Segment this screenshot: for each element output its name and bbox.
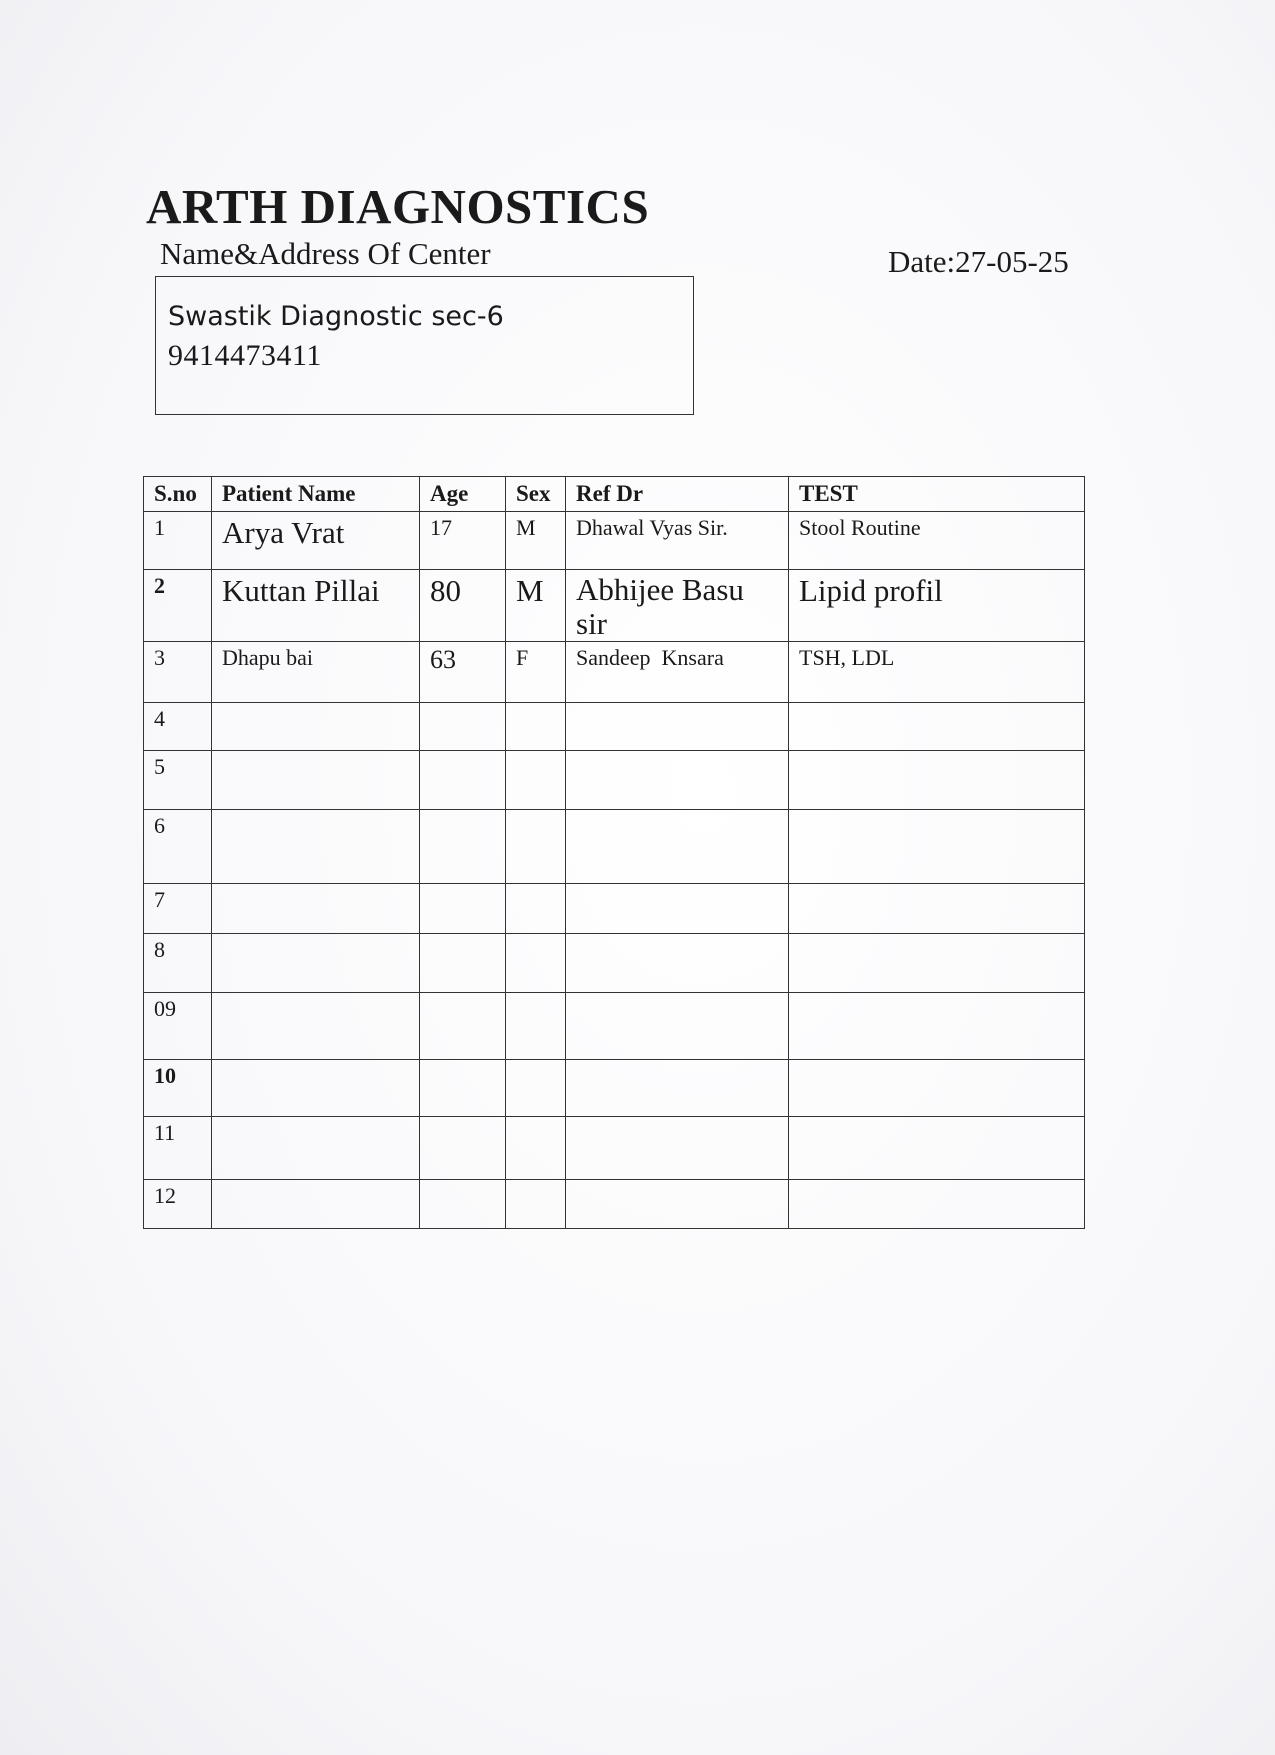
table-row xyxy=(144,934,1085,993)
document-date: Date:27-05-25 xyxy=(888,244,1069,279)
row-sex: M xyxy=(506,512,566,570)
table-row xyxy=(144,1060,1085,1117)
row-ref-dr xyxy=(566,1117,789,1180)
row-patient-name: Dhapu bai xyxy=(212,642,420,703)
table-row xyxy=(144,642,1085,703)
row-sno: 6 xyxy=(144,810,212,884)
row-sno: 1 xyxy=(144,512,212,570)
table-row xyxy=(144,1180,1085,1229)
row-patient-name xyxy=(212,1117,420,1180)
row-test xyxy=(789,1060,1085,1117)
row-sno: 10 xyxy=(144,1060,212,1117)
row-sex xyxy=(506,1117,566,1180)
table-row xyxy=(144,751,1085,810)
row-age xyxy=(420,751,506,810)
row-sex: F xyxy=(506,642,566,703)
column-header-test: TEST xyxy=(789,477,1085,512)
row-test: Lipid profil xyxy=(789,570,1085,642)
center-address-box xyxy=(155,276,694,415)
row-age: 80 xyxy=(420,570,506,642)
row-test xyxy=(789,751,1085,810)
row-test xyxy=(789,703,1085,751)
row-patient-name xyxy=(212,703,420,751)
document-title: ARTH DIAGNOSTICS xyxy=(146,179,650,234)
row-test xyxy=(789,934,1085,993)
row-patient-name xyxy=(212,751,420,810)
table-row xyxy=(144,570,1085,642)
row-patient-name xyxy=(212,934,420,993)
row-ref-dr xyxy=(566,993,789,1060)
row-ref-dr xyxy=(566,1060,789,1117)
row-ref-dr xyxy=(566,810,789,884)
row-sno: 3 xyxy=(144,642,212,703)
column-header-sno: S.no xyxy=(144,477,212,512)
table-row xyxy=(144,810,1085,884)
table-header-row xyxy=(144,477,1085,512)
column-header-ref-dr: Ref Dr xyxy=(566,477,789,512)
row-age: 17 xyxy=(420,512,506,570)
row-sex xyxy=(506,1180,566,1229)
row-sex xyxy=(506,751,566,810)
patient-register-table xyxy=(143,476,1085,1229)
row-sno: 5 xyxy=(144,751,212,810)
row-test xyxy=(789,993,1085,1060)
row-patient-name xyxy=(212,993,420,1060)
row-age xyxy=(420,810,506,884)
row-patient-name: Arya Vrat xyxy=(212,512,420,570)
table-row xyxy=(144,703,1085,751)
center-phone: 9414473411 xyxy=(168,339,322,372)
row-sno: 7 xyxy=(144,884,212,934)
row-test xyxy=(789,1117,1085,1180)
row-sex xyxy=(506,934,566,993)
row-sex xyxy=(506,884,566,934)
row-ref-dr: Dhawal Vyas Sir. xyxy=(566,512,789,570)
row-ref-dr xyxy=(566,1180,789,1229)
table-row xyxy=(144,1117,1085,1180)
row-ref-dr: Sandeep Knsara xyxy=(566,642,789,703)
row-patient-name: Kuttan Pillai xyxy=(212,570,420,642)
center-name: Swastik Diagnostic sec-6 xyxy=(168,301,504,332)
row-age xyxy=(420,1060,506,1117)
row-patient-name xyxy=(212,810,420,884)
row-sex xyxy=(506,993,566,1060)
row-sno: 2 xyxy=(144,570,212,642)
row-age xyxy=(420,1180,506,1229)
row-test xyxy=(789,884,1085,934)
row-age xyxy=(420,703,506,751)
row-ref-dr xyxy=(566,751,789,810)
row-age xyxy=(420,993,506,1060)
row-test: Stool Routine xyxy=(789,512,1085,570)
row-sno: 09 xyxy=(144,993,212,1060)
row-ref-dr xyxy=(566,884,789,934)
row-test xyxy=(789,810,1085,884)
row-test xyxy=(789,1180,1085,1229)
row-sex xyxy=(506,810,566,884)
row-patient-name xyxy=(212,1180,420,1229)
row-sno: 12 xyxy=(144,1180,212,1229)
column-header-age: Age xyxy=(420,477,506,512)
center-label: Name&Address Of Center xyxy=(160,236,491,271)
row-age xyxy=(420,934,506,993)
row-sex xyxy=(506,1060,566,1117)
row-sno: 11 xyxy=(144,1117,212,1180)
table-row xyxy=(144,512,1085,570)
column-header-patient-name: Patient Name xyxy=(212,477,420,512)
row-age xyxy=(420,1117,506,1180)
row-sex: M xyxy=(506,570,566,642)
row-age xyxy=(420,884,506,934)
row-test: TSH, LDL xyxy=(789,642,1085,703)
row-patient-name xyxy=(212,1060,420,1117)
row-ref-dr: Abhijee Basu sir xyxy=(566,570,789,642)
row-patient-name xyxy=(212,884,420,934)
row-sno: 4 xyxy=(144,703,212,751)
column-header-sex: Sex xyxy=(506,477,566,512)
row-ref-dr xyxy=(566,934,789,993)
row-sex xyxy=(506,703,566,751)
row-sno: 8 xyxy=(144,934,212,993)
table-row xyxy=(144,884,1085,934)
row-age: 63 xyxy=(420,642,506,703)
row-ref-dr xyxy=(566,703,789,751)
table-row xyxy=(144,993,1085,1060)
